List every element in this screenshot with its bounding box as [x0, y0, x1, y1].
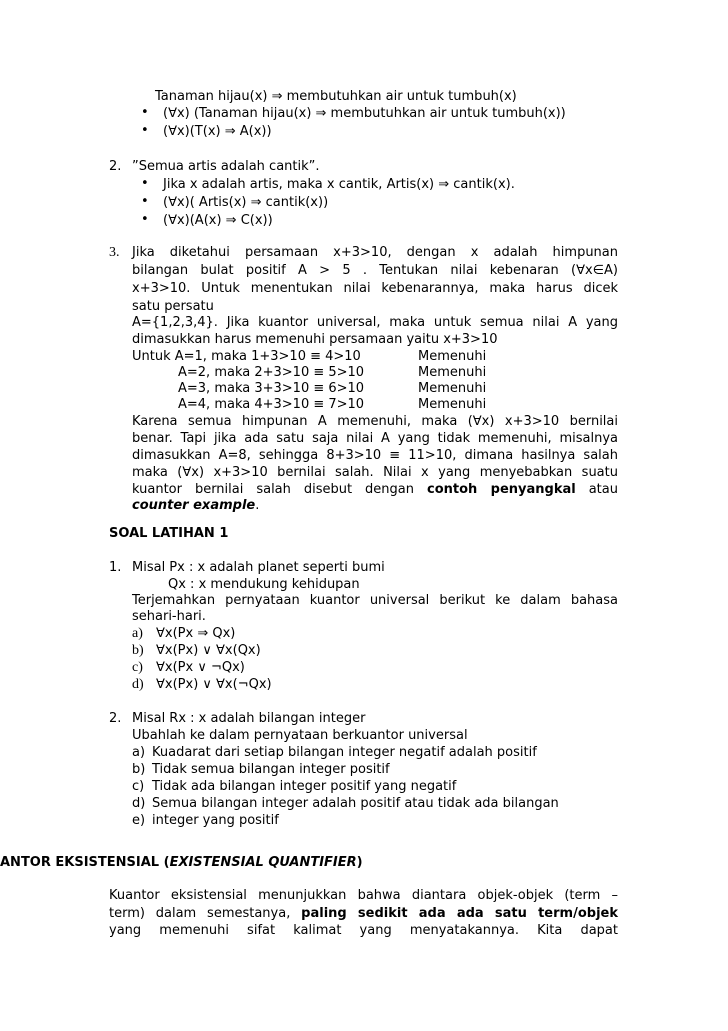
question-line: sehari-hari. — [132, 609, 206, 624]
check-result: Memenuhi — [418, 349, 487, 364]
question-line: Misal Rx : x adalah bilangan integer — [132, 711, 366, 726]
check-expression: Untuk A=1, maka 1+3>10 ≡ 4>10 — [132, 349, 361, 364]
text-span: atau — [588, 482, 618, 497]
paragraph-line: Kuantor eksistensial menunjukkan bahwa diantara objek-objek (term – — [109, 888, 618, 903]
bullet-icon: • — [141, 194, 149, 209]
item-number: 2. — [109, 159, 122, 174]
check-expression: A=4, maka 4+3>10 ≡ 7>10 — [178, 397, 365, 412]
paragraph-line: x+3>10. Untuk menentukan nilai kebenarannya, maka harus dicek — [132, 281, 618, 296]
text-span: kuantor bernilai salah disebut dengan — [132, 482, 415, 497]
paragraph-line: dimasukkan harus memenuhi persamaan yaitu x+3>10 — [132, 332, 498, 347]
option-label: c) — [132, 660, 143, 675]
check-result: Memenuhi — [418, 397, 487, 412]
option-label: b) — [132, 762, 146, 777]
text-line: Tanaman hijau(x) ⇒ membutuhkan air untuk tumbuh(x) — [155, 89, 517, 104]
paragraph-line: A={1,2,3,4}. Jika kuantor universal, maka untuk semua nilai A yang — [132, 315, 618, 330]
option-label: b) — [132, 643, 144, 658]
option-label: c) — [132, 779, 145, 794]
question-line: Qx : x mendukung kehidupan — [168, 577, 360, 592]
paragraph-line: maka (∀x) x+3>10 bernilai salah. Nilai x yang menyebabkan suatu — [132, 465, 618, 480]
option-label: d) — [132, 796, 146, 811]
bullet-icon: • — [141, 123, 149, 138]
bold-term: paling sedikit ada ada satu term/objek — [301, 906, 618, 921]
option-text: integer yang positif — [152, 813, 279, 828]
bold-italic-term: counter example — [132, 498, 256, 513]
bullet-text: (∀x)(A(x) ⇒ C(x)) — [163, 213, 273, 228]
bold-term: contoh penyangkal — [427, 482, 576, 497]
option-text: Kuadarat dari setiap bilangan integer negatif adalah positif — [152, 745, 537, 760]
option-text: ∀x(Px ∨ ¬Qx) — [156, 660, 245, 675]
question-line: Terjemahkan pernyataan kuantor universal berikut ke dalam bahasa — [132, 593, 618, 608]
option-text: Semua bilangan integer adalah positif atau tidak ada bilangan — [152, 796, 559, 811]
question-line: Ubahlah ke dalam pernyataan berkuantor universal — [132, 728, 468, 743]
paragraph-line — [132, 497, 259, 514]
bullet-icon: • — [141, 212, 149, 227]
text-span: . — [255, 498, 260, 513]
check-expression: A=3, maka 3+3>10 ≡ 6>10 — [178, 381, 365, 396]
option-text: ∀x(Px) ∨ ∀x(¬Qx) — [156, 677, 272, 692]
bullet-text: (∀x)(T(x) ⇒ A(x)) — [163, 124, 272, 139]
paragraph-line — [109, 905, 618, 922]
check-expression: A=2, maka 2+3>10 ≡ 5>10 — [178, 365, 365, 380]
option-text: Tidak semua bilangan integer positif — [152, 762, 390, 777]
bullet-text: (∀x) (Tanaman hijau(x) ⇒ membutuhkan air untuk tumbuh(x)) — [163, 106, 566, 121]
option-text: ∀x(Px ⇒ Qx) — [156, 626, 236, 641]
paragraph-line: Karena semua himpunan A memenuhi, maka (∀x) x+3>10 bernilai — [132, 414, 618, 429]
paragraph-line: bilangan bulat positif A > 5 . Tentukan nilai kebenaran (∀x∈A) — [132, 263, 618, 278]
paragraph-line: satu persatu — [132, 299, 214, 314]
paragraph-line: yang memenuhi sifat kalimat yang menyatakannya. Kita dapat — [109, 923, 618, 938]
bullet-text: Jika x adalah artis, maka x cantik, Artis(x) ⇒ cantik(x). — [163, 177, 515, 192]
option-label: a) — [132, 626, 143, 641]
check-result: Memenuhi — [418, 381, 487, 396]
section-heading: ANTOR EKSISTENSIAL (EXISTENSIAL QUANTIFIER) — [0, 855, 363, 870]
section-heading: SOAL LATIHAN 1 — [109, 526, 229, 541]
item-number: 1. — [109, 560, 122, 575]
paragraph-line — [132, 481, 618, 498]
bullet-text: (∀x)( Artis(x) ⇒ cantik(x)) — [163, 195, 329, 210]
option-label: a) — [132, 745, 146, 760]
option-label: e) — [132, 813, 146, 828]
paragraph-line: Jika diketahui persamaan x+3>10, dengan x adalah himpunan — [132, 245, 618, 260]
question-line: Misal Px : x adalah planet seperti bumi — [132, 560, 385, 575]
option-label: d) — [132, 677, 144, 692]
item-number: 3. — [109, 245, 120, 260]
bullet-icon: • — [141, 176, 149, 191]
bullet-icon: • — [141, 105, 149, 120]
paragraph-line: dimasukkan A=8, sehingga 8+3>10 ≡ 11>10, dimana hasilnya salah — [132, 448, 618, 463]
option-text: ∀x(Px) ∨ ∀x(Qx) — [156, 643, 261, 658]
check-result: Memenuhi — [418, 365, 487, 380]
item-text: ”Semua artis adalah cantik”. — [132, 159, 320, 174]
paragraph-line: benar. Tapi jika ada satu saja nilai A yang tidak memenuhi, misalnya — [132, 431, 618, 446]
option-text: Tidak ada bilangan integer positif yang negatif — [152, 779, 457, 794]
text-span: term) dalam semestanya, — [109, 906, 291, 921]
item-number: 2. — [109, 711, 122, 726]
